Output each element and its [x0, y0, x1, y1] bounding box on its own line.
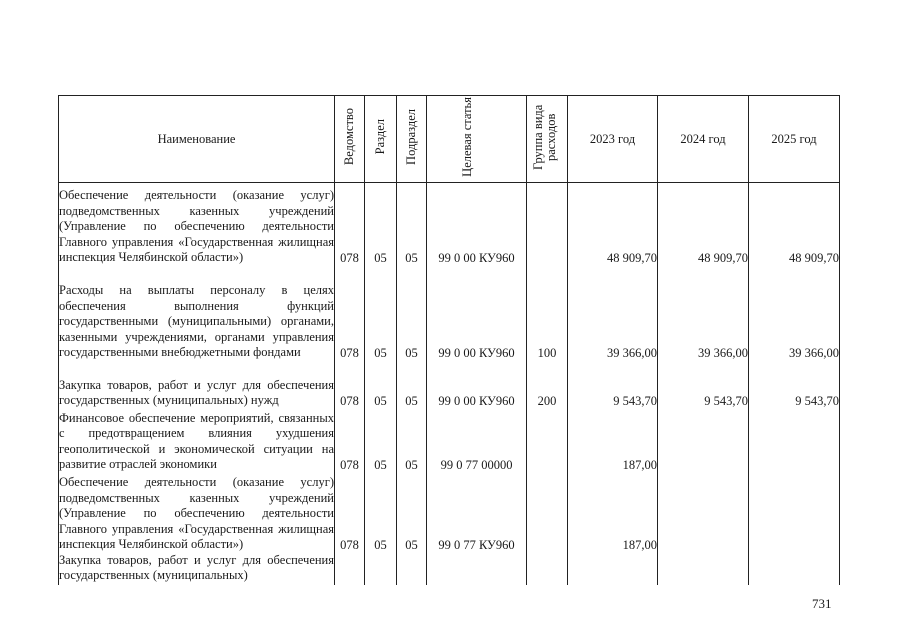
row-name: Закупка товаров, работ и услуг для обеспечения государственных (муниципальных) нужд [59, 361, 335, 409]
row-2023: 187,00 [568, 409, 658, 473]
row-section: 05 [365, 409, 397, 473]
table-row [59, 409, 840, 473]
row-group [527, 553, 568, 585]
row-group [527, 473, 568, 553]
row-dept: 078 [335, 183, 365, 266]
row-2023: 9 543,70 [568, 361, 658, 409]
table-row [59, 266, 840, 361]
table-row [59, 361, 840, 409]
header-2023 [568, 96, 658, 183]
row-dept: 078 [335, 361, 365, 409]
row-2023: 48 909,70 [568, 183, 658, 266]
row-target [427, 553, 527, 585]
header-2025 [749, 96, 840, 183]
header-dept-label: Ведомство [341, 108, 356, 166]
row-section: 05 [365, 473, 397, 553]
budget-table [58, 95, 840, 585]
row-2023: 187,00 [568, 473, 658, 553]
header-2024-label: 2024 год [680, 131, 726, 146]
row-2025 [749, 553, 840, 585]
row-2024: 48 909,70 [658, 183, 749, 266]
row-subsection: 05 [397, 473, 427, 553]
row-2025 [749, 409, 840, 473]
row-dept: 078 [335, 266, 365, 361]
row-target: 99 0 77 00000 [427, 409, 527, 473]
header-expense-group-label: Группа вида расходов [531, 104, 559, 170]
row-2025: 9 543,70 [749, 361, 840, 409]
page-number: 731 [812, 596, 832, 611]
row-2024 [658, 409, 749, 473]
row-2024 [658, 473, 749, 553]
row-subsection: 05 [397, 409, 427, 473]
row-name: Обеспечение деятельности (оказание услуг) подведомственных казенных учреждений (Управление по обеспечению деятельности Главного управления «Государственная жилищная инспекция Челябинской области») [59, 183, 335, 266]
row-2025 [749, 473, 840, 553]
row-group: 200 [527, 361, 568, 409]
header-name-label: Наименование [157, 131, 236, 146]
row-subsection: 05 [397, 183, 427, 266]
header-target-label: Целевая статья [459, 97, 474, 177]
row-dept [335, 553, 365, 585]
row-2024: 39 366,00 [658, 266, 749, 361]
row-subsection [397, 553, 427, 585]
row-target: 99 0 00 КУ960 [427, 183, 527, 266]
row-section: 05 [365, 361, 397, 409]
row-subsection: 05 [397, 361, 427, 409]
header-2024 [658, 96, 749, 183]
row-section: 05 [365, 266, 397, 361]
row-group [527, 183, 568, 266]
row-name: Расходы на выплаты персоналу в целях обеспечения выполнения функций государственными (муниципальными) органами, казенными учреждениями, органами управления государственными внебюджетными фондами [59, 266, 335, 361]
header-section [365, 96, 397, 183]
header-2025-label: 2025 год [771, 131, 817, 146]
row-section [365, 553, 397, 585]
row-2023 [568, 553, 658, 585]
header-expense-group [527, 96, 568, 183]
row-target: 99 0 00 КУ960 [427, 266, 527, 361]
row-2024: 9 543,70 [658, 361, 749, 409]
row-name: Обеспечение деятельности (оказание услуг) подведомственных казенных учреждений (Управление по обеспечению деятельности Главного управления «Государственная жилищная инспекция Челябинской области») [59, 473, 335, 553]
header-name [59, 96, 335, 183]
row-group [527, 409, 568, 473]
row-dept: 078 [335, 473, 365, 553]
header-dept [335, 96, 365, 183]
row-name: Финансовое обеспечение мероприятий, связанных с предотвращением влияния ухудшения геополитической и экономической ситуации на развитие отраслей экономики [59, 410, 334, 471]
header-subsection [397, 96, 427, 183]
row-name: Закупка товаров, работ и услуг для обеспечения государственных (муниципальных) [59, 553, 335, 585]
row-subsection: 05 [397, 266, 427, 361]
table-row [59, 473, 840, 553]
table-header-row [59, 96, 840, 183]
table-row [59, 553, 840, 585]
row-2023: 39 366,00 [568, 266, 658, 361]
row-2025: 39 366,00 [749, 266, 840, 361]
row-2024 [658, 553, 749, 585]
header-subsection-label: Подраздел [403, 109, 418, 165]
header-2023-label: 2023 год [589, 131, 636, 146]
row-target: 99 0 00 КУ960 [427, 361, 527, 409]
table-row [59, 183, 840, 266]
row-dept: 078 [335, 409, 365, 473]
row-2025: 48 909,70 [749, 183, 840, 266]
header-target [427, 96, 527, 183]
header-section-label: Раздел [372, 119, 387, 155]
row-section: 05 [365, 183, 397, 266]
row-target: 99 0 77 КУ960 [427, 473, 527, 553]
row-group: 100 [527, 266, 568, 361]
